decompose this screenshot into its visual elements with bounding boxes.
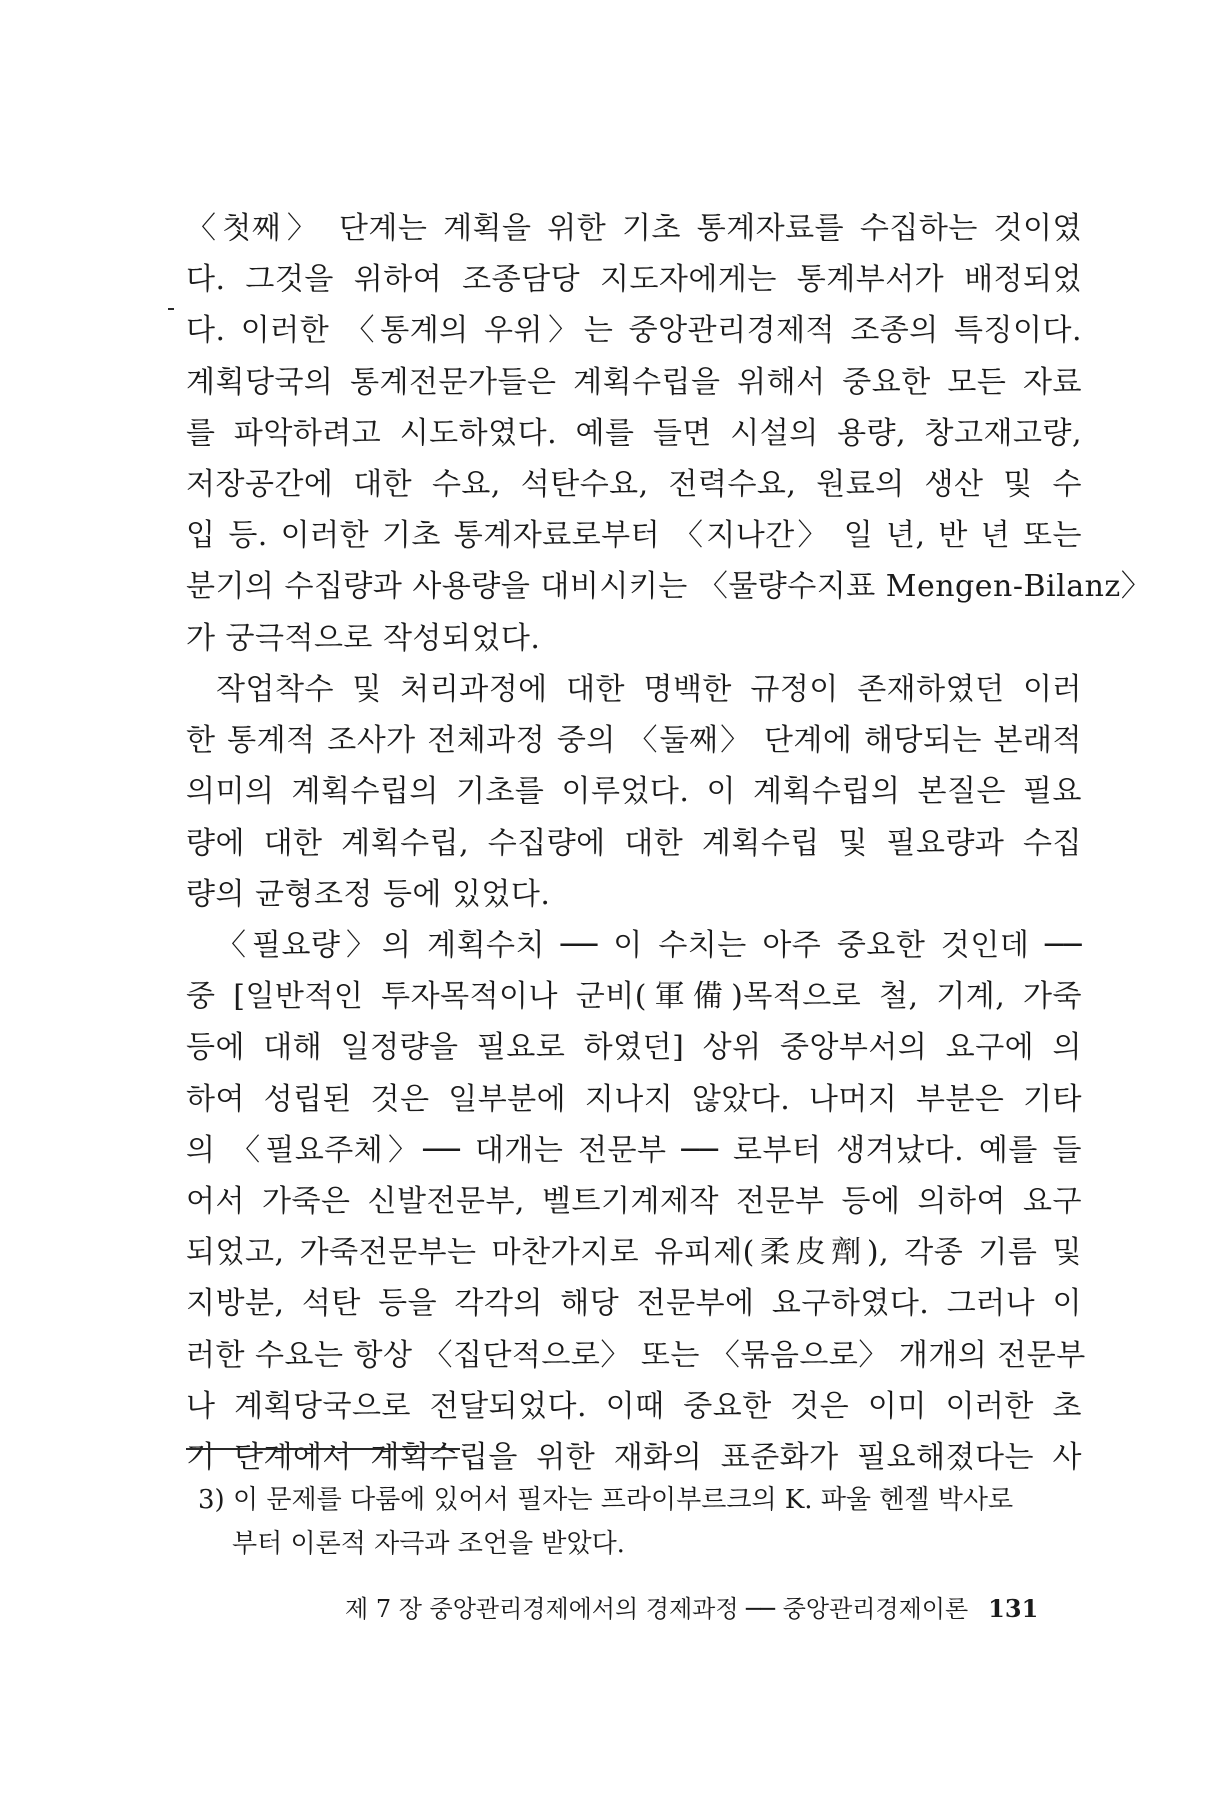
text-line: 계획당국의 통계전문가들은 계획수립을 위해서 중요한 모든 자료 [186, 364, 1082, 400]
stray-mark [168, 308, 174, 310]
text-line: 되었고, 가죽전문부는 마찬가지로 유피제(柔皮劑), 각종 기름 및 [186, 1235, 1082, 1271]
text-line: 가 궁극적으로 작성되었다. [186, 620, 541, 656]
paragraph-1 [186, 203, 1152, 664]
footnote [198, 1478, 1082, 1566]
text-line: 분기의 수집량과 사용량을 대비시키는 〈물량수지표 Mengen-Bilanz〉 [186, 569, 1152, 605]
text-line: 하여 성립된 것은 일부분에 지나지 않았다. 나머지 부분은 기타 [186, 1081, 1082, 1117]
paragraph-2 [186, 664, 1082, 920]
text-line: 한 통계적 조사가 전체과정 중의 〈둘째〉 단계에 해당되는 본래적 [186, 723, 1082, 759]
text-line: 저장공간에 대한 수요, 석탄수요, 전력수요, 원료의 생산 및 수 [186, 466, 1082, 502]
text-line: 기 단계에서 계획수립을 위한 재화의 표준화가 필요해졌다는 사 [186, 1439, 1082, 1475]
text-line: 어서 가죽은 신발전문부, 벨트기계제작 전문부 등에 의하여 요구 [186, 1183, 1082, 1219]
footnote-line-1 [198, 1478, 1082, 1522]
footnote-divider [186, 1448, 460, 1450]
text-line: 중 [일반적인 투자목적이나 군비(軍備)목적으로 철, 기계, 가죽 [186, 979, 1082, 1015]
text-line: 입 등. 이러한 기초 통계자료로부터 〈지나간〉 일 년, 반 년 또는 [186, 518, 1082, 554]
text-line: 량에 대한 계획수립, 수집량에 대한 계획수립 및 필요량과 수집 [186, 825, 1082, 861]
text-line: 〈첫째〉 단계는 계획을 위한 기초 통계자료를 수집하는 것이였 [186, 211, 1082, 246]
footnote-line-2: 부터 이론적 자극과 조언을 받았다. [232, 1529, 625, 1559]
running-title: 제 7 장 중앙관리경제에서의 경제과정 ── 중앙관리경제이론 [345, 1595, 969, 1623]
paragraph-3 [186, 920, 1086, 1483]
text-line: 등에 대해 일정량을 필요로 하였던] 상위 중앙부서의 요구에 의 [186, 1030, 1082, 1066]
text-line: 다. 그것을 위하여 조종담당 지도자에게는 통계부서가 배정되었 [186, 262, 1082, 298]
page-number: 131 [988, 1594, 1039, 1623]
text-line: 를 파악하려고 시도하였다. 예를 들면 시설의 용량, 창고재고량, [186, 415, 1082, 451]
page-footer [345, 1589, 1038, 1624]
text-line: 지방분, 석탄 등을 각각의 해당 전문부에 요구하였다. 그러나 이 [186, 1286, 1082, 1322]
text-line: 〈필요량〉의 계획수치 ── 이 수치는 아주 중요한 것인데 ── [216, 928, 1082, 963]
text-line: 량의 균형조정 등에 있었다. [186, 876, 551, 912]
text-line: 나 계획당국으로 전달되었다. 이때 중요한 것은 이미 이러한 초 [186, 1388, 1082, 1424]
footnote-text: 이 문제를 다룸에 있어서 필자는 프라이부르크의 K. 파울 헨젤 박사로 [232, 1485, 1014, 1515]
text-line: 의 〈필요주체〉── 대개는 전문부 ── 로부터 생겨났다. 예를 들 [186, 1132, 1082, 1168]
text-line: 러한 수요는 항상 〈집단적으로〉 또는 〈묶음으로〉 개개의 전문부 [186, 1337, 1086, 1373]
text-line: 의미의 계획수립의 기초를 이루었다. 이 계획수립의 본질은 필요 [186, 774, 1082, 810]
text-line: 작업착수 및 처리과정에 대한 명백한 규정이 존재하였던 이러 [216, 672, 1082, 707]
text-line: 다. 이러한 〈통계의 우위〉는 중앙관리경제적 조종의 특징이다. [186, 313, 1082, 349]
footnote-number: 3) [198, 1485, 225, 1515]
